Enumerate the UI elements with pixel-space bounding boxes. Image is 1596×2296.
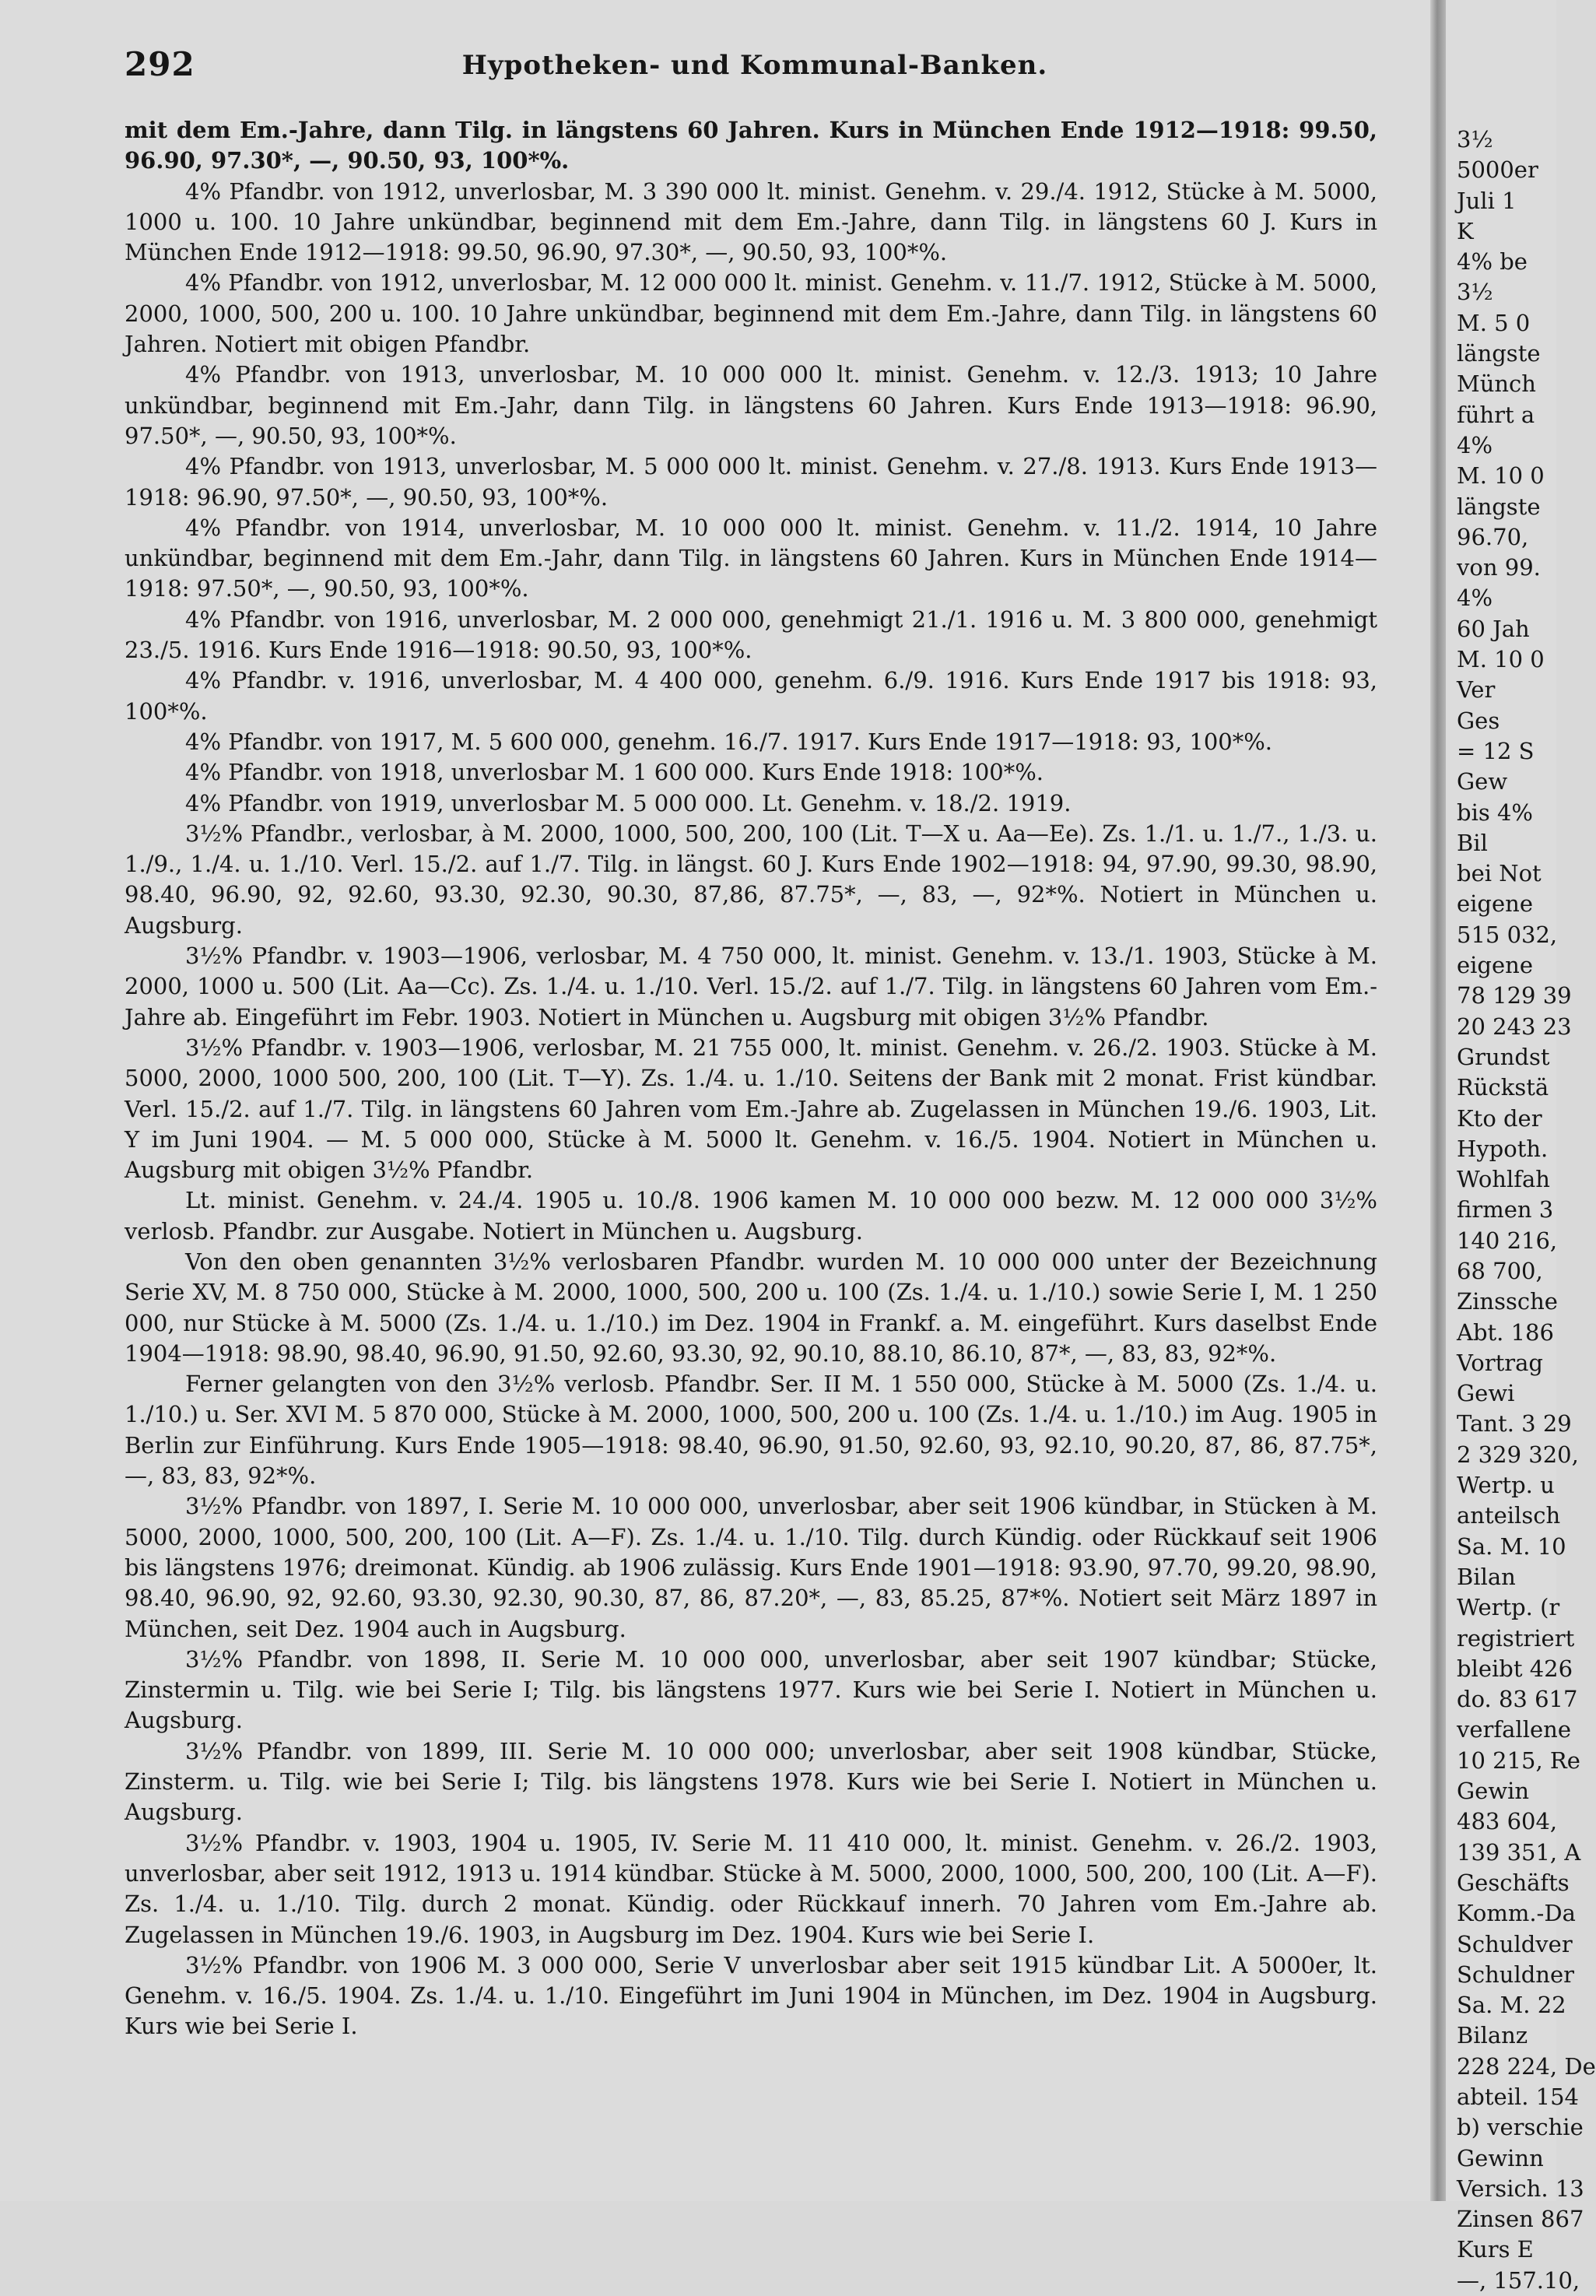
adjacent-column-line: Sa. M. 10	[1457, 1532, 1566, 1560]
adjacent-column-line: Ges	[1457, 707, 1500, 734]
paragraph: 3½% Pfandbr. v. 1903, 1904 u. 1905, IV. Serie M. 11 410 000, lt. minist. Genehm. v. 26./2. 1903, unverlosbar, aber seit 1912, 1913 u. 1914 kündbar. Stücke à M. 5000, 2000, 1000, 500, 200, 100 (Lit. A—F). Zs. 1./4. u. 1./10. Tilg. durch 2 monat. Kündig. oder Rückkauf innerh. 70 Jahren vom Em.-Jahre ab. Zugelassen in München 19./6. 1903, in Augsburg im Dez. 1904. Kurs wie bei Serie I.	[125, 1829, 1377, 1948]
adjacent-column-line: do. 83 617	[1457, 1686, 1578, 1713]
adjacent-column-line: 5000er	[1457, 156, 1538, 184]
adjacent-column-line: Geschäfts	[1457, 1869, 1570, 1896]
adjacent-column-line: registriert	[1457, 1624, 1575, 1652]
adjacent-column-line: firmen 3	[1457, 1196, 1554, 1223]
adjacent-column-line: Bilan	[1457, 1563, 1516, 1590]
adjacent-column-line: 4% be	[1457, 248, 1528, 276]
adjacent-column-line: Wertp. u	[1457, 1472, 1555, 1499]
paragraph: 4% Pfandbr. von 1919, unverlosbar M. 5 000 000. Lt. Genehm. v. 18./2. 1919.	[185, 789, 1072, 816]
adjacent-column-line: Zinssche	[1457, 1288, 1558, 1315]
adjacent-column-line: 3½	[1457, 279, 1493, 306]
adjacent-column-line: Gewin	[1457, 1778, 1530, 1805]
adjacent-column-line: Abt. 186	[1457, 1318, 1554, 1346]
paragraph: 4% Pfandbr. von 1914, unverlosbar, M. 10 000 000 lt. minist. Genehm. v. 11./2. 1914, 10 Jahre unkündbar, beginnend mit dem Em.-Jahr, dann Tilg. in längstens 60 Jahren. Kurs in München Ende 1914—1918: 97.50*, —, 90.50, 93, 100*%.	[125, 514, 1377, 602]
page-header	[125, 45, 1385, 84]
adjacent-column-line: verfallene	[1457, 1716, 1571, 1743]
adjacent-column-line: 60 Jah	[1457, 615, 1530, 642]
adjacent-column-line: M. 10 0	[1457, 646, 1545, 673]
adjacent-column-line: eigene	[1457, 890, 1534, 918]
paragraph: 3½% Pfandbr. von 1906 M. 3 000 000, Serie V unverlosbar aber seit 1915 kündbar Lit. A 5000er, lt. Genehm. v. 16./5. 1904. Zs. 1./4. u. 1./10. Eingeführt im Juni 1904 in München, im Dez. 1904 in Augsburg. Kurs wie bei Serie I.	[125, 1951, 1377, 2040]
adjacent-column-line: Vortrag	[1457, 1349, 1543, 1376]
adjacent-column-line: Rückstä	[1457, 1074, 1549, 1101]
adjacent-column-line: 4%	[1457, 585, 1493, 612]
running-head-title: Hypotheken- und Kommunal-Banken.	[461, 50, 1048, 81]
adjacent-column-line: Zinsen 867	[1457, 2206, 1584, 2233]
paragraph: 3½% Pfandbr., verlosbar, à M. 2000, 1000, 500, 200, 100 (Lit. T—X u. Aa—Ee). Zs. 1./1. u. 1./7., 1./3. u. 1./9., 1./4. u. 1./10. Verl. 15./2. auf 1./7. Tilg. in längst. 60 J. Kurs Ende 1902—1918: 94, 97.90, 99.30, 98.90, 98.40, 96.90, 92, 92.60, 93.30, 92.30, 90.30, 87,86, 87.75*, —, 83, —, 92*%. Notiert in München u. Augsburg.	[125, 820, 1377, 939]
page-gutter	[1430, 0, 1446, 2201]
paragraph: Von den oben genannten 3½% verlosbaren Pfandbr. wurden M. 10 000 000 unter der Bezeichnung Serie XV, M. 8 750 000, Stücke à M. 2000, 1000, 500, 200 u. 100 (Zs. 1./4. u. 1./10.) sowie Serie I, M. 1 250 000, nur Stücke à M. 5000 (Zs. 1./4. u. 1./10.) im Dez. 1904 in Frankf. a. M. eingeführt. Kurs daselbst Ende 1904—1918: 98.90, 98.40, 96.90, 91.50, 92.60, 93.30, 92, 90.10, 88.10, 86.10, 87*, —, 83, 83, 92*%.	[125, 1248, 1377, 1367]
adjacent-column-line: bei Not	[1457, 860, 1542, 887]
adjacent-column-line: von 99.	[1457, 554, 1541, 581]
adjacent-column-line: Gewinn	[1457, 2144, 1544, 2171]
adjacent-page-column	[1457, 125, 1596, 2294]
paragraph: 4% Pfandbr. von 1913, unverlosbar, M. 10 000 000 lt. minist. Genehm. v. 12./3. 1913; 10 Jahre unkündbar, beginnend mit Em.-Jahr, dann Tilg. in längstens 60 Jahren. Kurs Ende 1913—1918: 96.90, 97.50*, —, 90.50, 93, 100*%.	[125, 361, 1377, 449]
adjacent-column-line: Tant. 3 29	[1457, 1410, 1572, 1438]
adjacent-column-line: Ver	[1457, 676, 1496, 704]
adjacent-column-line: Wohlfah	[1457, 1166, 1550, 1193]
paragraph: 3½% Pfandbr. von 1899, III. Serie M. 10 000 000; unverlosbar, aber seit 1908 kündbar, Stücke, Zinsterm. u. Tilg. wie bei Serie I; Tilg. bis längstens 1978. Kurs wie bei Serie I. Notiert in München u. Augsburg.	[125, 1737, 1377, 1826]
adjacent-column-line: bleibt 426	[1457, 1655, 1573, 1682]
adjacent-column-line: Grundst	[1457, 1043, 1550, 1070]
page-number: 292	[125, 45, 195, 83]
adjacent-column-line: —, 157.10,	[1457, 2266, 1580, 2294]
adjacent-column-line: Schuldver	[1457, 1930, 1573, 1957]
adjacent-column-line: K	[1457, 217, 1474, 244]
adjacent-column-line: längste	[1457, 340, 1541, 367]
paragraph: Ferner gelangten von den 3½% verlosb. Pfandbr. Ser. II M. 1 550 000, Stücke à M. 5000 (Zs. 1./4. u. 1./10.) u. Ser. XVI M. 5 870 000, Stücke à M. 2000, 1000, 500, 200 u. 100 (Zs. 1./4. u. 1./10.) im Aug. 1905 in Berlin zur Einführung. Kurs Ende 1905—1918: 98.40, 96.90, 91.50, 92.60, 93, 92.10, 90.20, 87, 86, 87.75*, —, 83, 83, 92*%.	[125, 1371, 1377, 1490]
paragraph: 3½% Pfandbr. v. 1903—1906, verlosbar, M. 4 750 000, lt. minist. Genehm. v. 13./1. 1903, Stücke à M. 2000, 1000 u. 500 (Lit. Aa—Cc). Zs. 1./4. u. 1./10. Verl. 15./2. auf 1./7. Tilg. in längstens 60 Jahren vom Em.-Jahre ab. Eingeführt im Febr. 1903. Notiert in München u. Augsburg mit obigen 3½% Pfandbr.	[125, 943, 1377, 1030]
adjacent-column-line: 20 243 23	[1457, 1013, 1572, 1040]
paragraph: 4% Pfandbr. von 1918, unverlosbar M. 1 600 000. Kurs Ende 1918: 100*%.	[185, 759, 1044, 786]
adjacent-column-line: 515 032,	[1457, 921, 1558, 948]
adjacent-column-line: anteilsch	[1457, 1502, 1561, 1529]
adjacent-column-line: 78 129 39	[1457, 982, 1572, 1009]
adjacent-column-line: Gew	[1457, 768, 1508, 795]
adjacent-column-line: Münch	[1457, 370, 1536, 398]
adjacent-column-line: Kurs E	[1457, 2236, 1534, 2263]
adjacent-column-line: führt a	[1457, 401, 1535, 428]
adjacent-column-line: = 12 S	[1457, 737, 1535, 764]
adjacent-column-line: 4%	[1457, 431, 1493, 458]
adjacent-column-line: Komm.-Da	[1457, 1900, 1576, 1927]
paragraph: 3½% Pfandbr. v. 1903—1906, verlosbar, M. 21 755 000, lt. minist. Genehm. v. 26./2. 1903. Stücke à M. 5000, 2000, 1000 500, 200, 100 (Lit. T—Y). Zs. 1./4. u. 1./10. Seitens der Bank mit 2 monat. Frist kündbar. Verl. 15./2. auf 1./7. Tilg. in längstens 60 Jahren vom Em.-Jahre ab. Zugelassen in München 19./6. 1903, Lit. Y im Juni 1904. — M. 5 000 000, Stücke à M. 5000 lt. Genehm. v. 16./5. 1904. Notiert in München u. Augsburg mit obigen 3½% Pfandbr.	[125, 1034, 1377, 1184]
adjacent-column-line: Wertp. (r	[1457, 1594, 1560, 1621]
paragraph: Lt. minist. Genehm. v. 24./4. 1905 u. 10./8. 1906 kamen M. 10 000 000 bezw. M. 12 000 000 3½% verlosb. Pfandbr. zur Ausgabe. Notiert in München u. Augsburg.	[125, 1187, 1377, 1245]
paragraph: 4% Pfandbr. von 1912, unverlosbar, M. 12 000 000 lt. minist. Genehm. v. 11./7. 1912, Stücke à M. 5000, 2000, 1000, 500, 200 u. 100. 10 Jahre unkündbar, beginnend mit dem Em.-Jahre, dann Tilg. in längstens 60 Jahren. Notiert mit obigen Pfandbr.	[125, 269, 1377, 358]
main-text-column	[125, 115, 1377, 2042]
adjacent-column-line: M. 10 0	[1457, 462, 1545, 490]
adjacent-column-line: 3½	[1457, 126, 1493, 153]
adjacent-column-line: b) verschie	[1457, 2114, 1584, 2141]
adjacent-column-line: bis 4%	[1457, 799, 1533, 826]
adjacent-column-line: M. 5 0	[1457, 309, 1531, 336]
adjacent-column-line: Schuldner	[1457, 1961, 1575, 1988]
adjacent-column-line: 483 604,	[1457, 1808, 1558, 1835]
adjacent-column-line: Kto der	[1457, 1104, 1542, 1132]
adjacent-column-line: 228 224, De	[1457, 2052, 1596, 2080]
adjacent-column-line: Hypoth.	[1457, 1135, 1549, 1162]
adjacent-column-line: 68 700,	[1457, 1257, 1543, 1284]
paragraph-continuation: mit dem Em.-Jahre, dann Tilg. in längstens 60 Jahren. Kurs in München Ende 1912—1918: 99.50, 96.90, 97.30*, —, 90.50, 93, 100*%.	[125, 117, 1377, 174]
adjacent-column-line: abteil. 154	[1457, 2084, 1580, 2110]
paragraph: 3½% Pfandbr. von 1897, I. Serie M. 10 000 000, unverlosbar, aber seit 1906 kündbar, in Stücken à M. 5000, 2000, 1000, 500, 200, 100 (Lit. A—F). Zs. 1./4. u. 1./10. Tilg. durch Kündig. oder Rückkauf seit 1906 bis längstens 1976; dreimonat. Kündig. ab 1906 zulässig. Kurs Ende 1901—1918: 93.90, 97.70, 99.20, 98.90, 98.40, 96.90, 92, 92.60, 93.30, 92.30, 90.30, 87, 86, 87.20*, —, 83, 85.25, 87*%. Notiert seit März 1897 in München, seit Dez. 1904 auch in Augsburg.	[125, 1493, 1377, 1642]
paragraph: 4% Pfandbr. v. 1916, unverlosbar, M. 4 400 000, genehm. 6./9. 1916. Kurs Ende 1917 bis 1918: 93, 100*%.	[125, 667, 1377, 725]
paragraph: 4% Pfandbr. von 1912, unverlosbar, M. 3 390 000 lt. minist. Genehm. v. 29./4. 1912, Stücke à M. 5000, 1000 u. 100. 10 Jahre unkündbar, beginnend mit dem Em.-Jahre, dann Tilg. in längstens 60 J. Kurs in München Ende 1912—1918: 99.50, 96.90, 97.30*, —, 90.50, 93, 100*%.	[125, 177, 1377, 266]
adjacent-column-line: 140 216,	[1457, 1227, 1558, 1254]
paragraph: 4% Pfandbr. von 1913, unverlosbar, M. 5 000 000 lt. minist. Genehm. v. 27./8. 1913. Kurs Ende 1913—1918: 96.90, 97.50*, —, 90.50, 93, 100*%.	[125, 453, 1377, 511]
adjacent-column-line: Versich. 13	[1457, 2175, 1584, 2202]
adjacent-column-line: längste	[1457, 493, 1541, 520]
paragraph: 4% Pfandbr. von 1917, M. 5 600 000, genehm. 16./7. 1917. Kurs Ende 1917—1918: 93, 100*%.	[185, 728, 1273, 755]
adjacent-column-line: 139 351, A	[1457, 1838, 1581, 1866]
paragraph: 4% Pfandbr. von 1916, unverlosbar, M. 2 000 000, genehmigt 21./1. 1916 u. M. 3 800 000, genehmigt 23./5. 1916. Kurs Ende 1916—1918: 90.50, 93, 100*%.	[125, 606, 1377, 664]
adjacent-column-line: Juli 1	[1457, 187, 1517, 214]
adjacent-column-line: Bil	[1457, 829, 1488, 856]
adjacent-column-line: 2 329 320,	[1457, 1441, 1579, 1468]
adjacent-column-line: 96.70,	[1457, 523, 1529, 550]
adjacent-column-line: Bilanz	[1457, 2022, 1528, 2049]
adjacent-column-line: eigene	[1457, 952, 1534, 979]
adjacent-column-line: Gewi	[1457, 1380, 1515, 1407]
paragraph: 3½% Pfandbr. von 1898, II. Serie M. 10 000 000, unverlosbar, aber seit 1907 kündbar; Stücke, Zinstermin u. Tilg. wie bei Serie I; Tilg. bis längstens 1977. Kurs wie bei Serie I. Notiert in München u. Augsburg.	[125, 1645, 1377, 1734]
adjacent-column-line: Sa. M. 22	[1457, 1992, 1566, 2019]
adjacent-column-line: 10 215, Re	[1457, 1747, 1580, 1774]
